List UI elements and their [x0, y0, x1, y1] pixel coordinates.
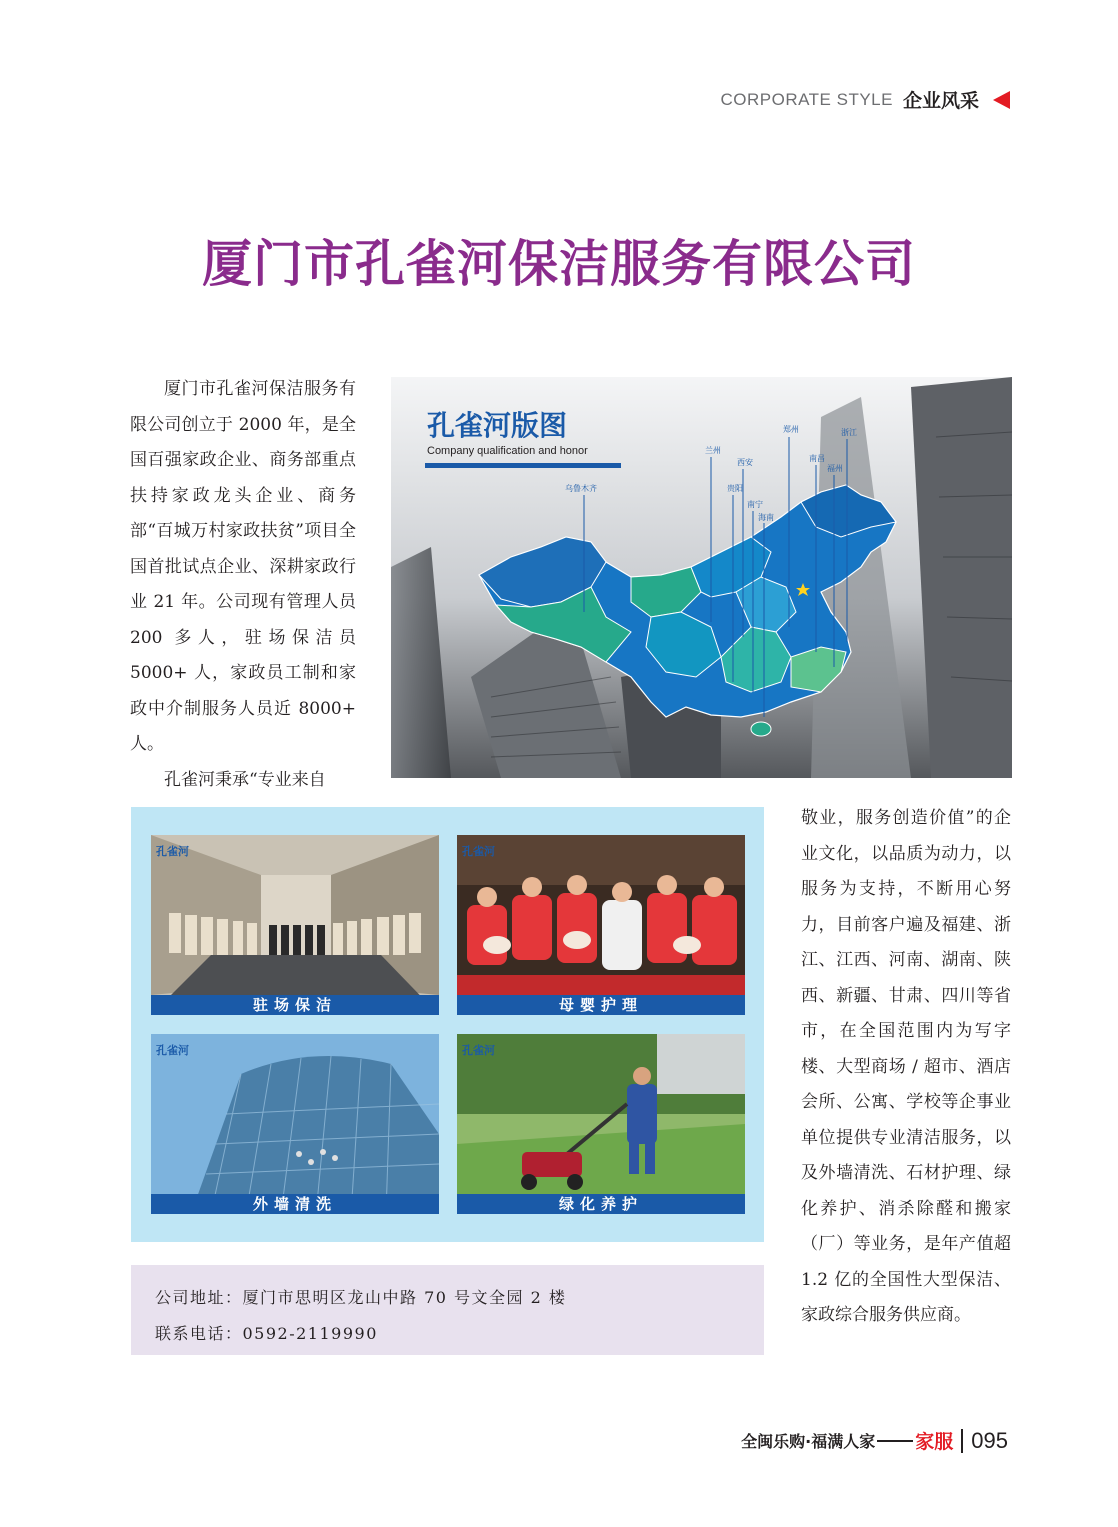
- city-label-xian: 西安: [737, 458, 753, 467]
- body-paragraph-1: 厦门市孔雀河保洁服务有限公司创立于 2000 年，是全国百强家政企业、商务部重点扶持家政龙头企业、商务部“百城万村家政扶贫”项目全国首批试点企业、深耕家政行业 21 年。公司现有管理人员 200 多人，驻场保洁员 5000+ 人，家政员工制和家政中介制服务人员近 8000+ 人。: [130, 379, 356, 754]
- body-column-left: [130, 372, 356, 798]
- city-label-lanzhou: 兰州: [705, 446, 721, 455]
- company-logo: 孔雀河: [462, 1044, 495, 1057]
- map-subheading: Company qualification and honor: [427, 445, 588, 457]
- page-number: 095: [971, 1427, 1008, 1453]
- footer-dash: [877, 1440, 913, 1442]
- section-label-en: CORPORATE STYLE: [720, 89, 893, 109]
- caption-landscaping: 绿化养护: [457, 1194, 745, 1214]
- page-header: [720, 86, 1010, 113]
- photo-facade-cleaning: [151, 1034, 439, 1214]
- article-title: 厦门市孔雀河保洁服务有限公司: [202, 234, 916, 293]
- company-address: 公司地址：厦门市思明区龙山中路 70 号文全园 2 楼: [155, 1288, 567, 1307]
- footer-slogan: 全闽乐购·福满人家: [741, 1432, 876, 1451]
- body-column-right: [801, 801, 1011, 1334]
- page-footer: [741, 1427, 1008, 1454]
- footer-divider: [961, 1429, 963, 1453]
- company-logo: 孔雀河: [462, 845, 495, 858]
- photo-maternal-care: [457, 835, 745, 1015]
- city-label-hainan: 海南: [758, 513, 774, 522]
- body-paragraph-2-start: 孔雀河秉承“专业来自: [164, 769, 326, 790]
- company-logo: 孔雀河: [156, 1044, 189, 1057]
- city-label-nanchang: 南昌: [809, 454, 825, 463]
- caption-maternal-care: 母婴护理: [457, 995, 745, 1015]
- red-triangle-icon: [993, 91, 1010, 109]
- city-label-fuzhou: 福州: [827, 464, 843, 473]
- city-label-zhengzhou: 郑州: [783, 425, 799, 434]
- city-label-nanning: 南宁: [747, 500, 763, 509]
- photo-onsite-cleaning: [151, 835, 439, 1015]
- map-heading: 孔雀河版图: [427, 409, 568, 442]
- services-photo-panel: [131, 807, 764, 1242]
- photo-landscaping: [457, 1034, 745, 1214]
- city-label-zhejiang: 浙江: [841, 428, 857, 437]
- company-phone: 联系电话：0592-2119990: [155, 1324, 378, 1343]
- caption-facade-cleaning: 外墙清洗: [151, 1194, 439, 1214]
- contact-box: [131, 1265, 764, 1355]
- china-map-illustration: [391, 377, 1012, 778]
- caption-onsite-cleaning: 驻场保洁: [151, 995, 439, 1015]
- section-label-zh: 企业风采: [902, 90, 979, 112]
- city-label-urumqi: 乌鲁木齐: [565, 484, 597, 493]
- city-label-guiyang: 贵阳: [727, 484, 743, 493]
- body-paragraph-2-continued: 敬业，服务创造价值”的企业文化，以品质为动力，以服务为支持，不断用心努力，目前客户遍及福建、浙江、江西、河南、湖南、陕西、新疆、甘肃、四川等省市，在全国范围内为写字楼、大型商场 / 超市、酒店会所、公寓、学校等企事业单位提供专业清洁服务，以及外墙清洗、石材护理、绿化养护、消杀除醛和搬家（厂）等业务，是年产值超 1.2 亿的全国性大型保洁、家政综合服务供应商。: [801, 808, 1011, 1325]
- footer-section: 家服: [915, 1431, 954, 1453]
- company-logo: 孔雀河: [156, 845, 189, 858]
